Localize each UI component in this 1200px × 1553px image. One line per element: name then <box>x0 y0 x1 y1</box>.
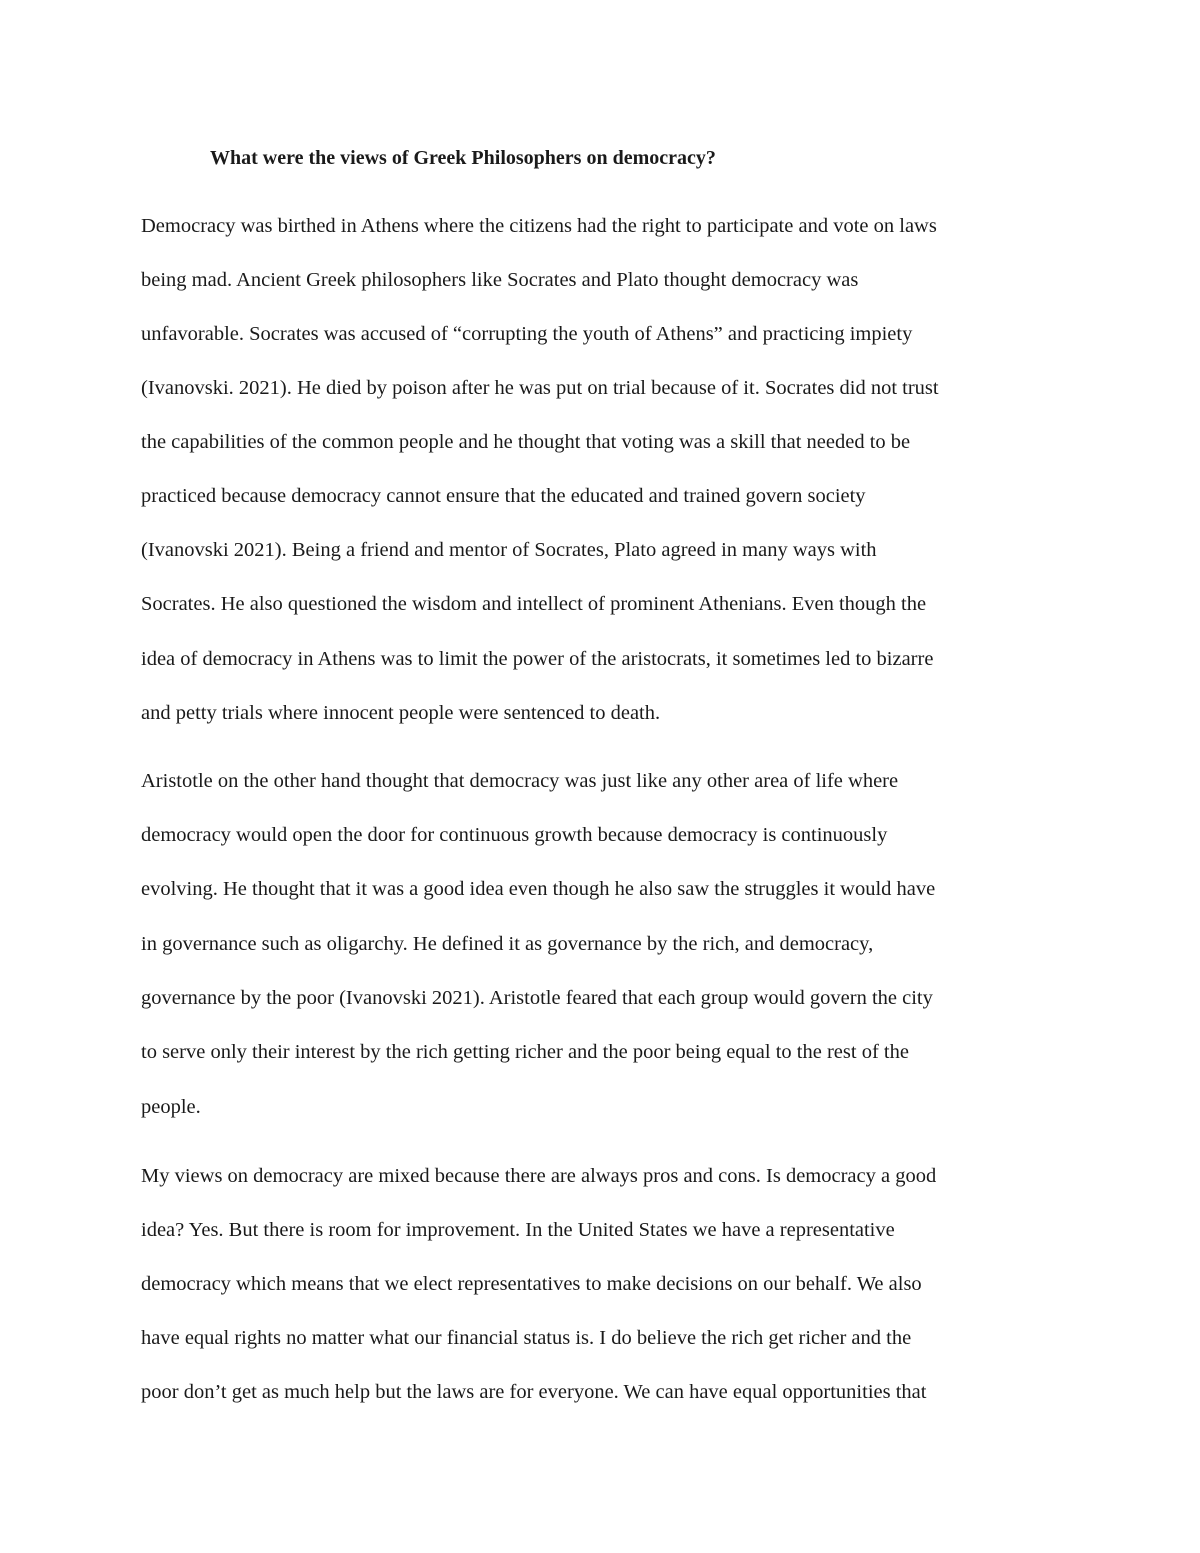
text-line: poor don’t get as much help but the laws are for everyone. We can have equal opportunities that <box>141 1381 927 1403</box>
text-line: Socrates. He also questioned the wisdom and intellect of prominent Athenians. Even though the <box>141 593 927 615</box>
text-line: My views on democracy are mixed because there are always pros and cons. Is democracy a good <box>141 1165 937 1187</box>
text-line: democracy which means that we elect representatives to make decisions on our behalf. We also <box>141 1273 922 1295</box>
text-line: evolving. He thought that it was a good idea even though he also saw the struggles it would have <box>141 878 936 900</box>
text-line: (Ivanovski 2021). Being a friend and mentor of Socrates, Plato agreed in many ways with <box>141 539 877 561</box>
text-line: (Ivanovski. 2021). He died by poison after he was put on trial because of it. Socrates did not trust <box>141 377 939 399</box>
text-line: have equal rights no matter what our financial status is. I do believe the rich get richer and the <box>141 1327 912 1349</box>
text-line: to serve only their interest by the rich getting richer and the poor being equal to the rest of the <box>141 1041 909 1063</box>
text-line: Democracy was birthed in Athens where the citizens had the right to participate and vote on laws <box>141 215 937 237</box>
document-title: What were the views of Greek Philosophers on democracy? <box>210 147 716 169</box>
text-line: unfavorable. Socrates was accused of “corrupting the youth of Athens” and practicing impiety <box>141 323 913 345</box>
text-line: in governance such as oligarchy. He defined it as governance by the rich, and democracy, <box>141 933 874 955</box>
text-line: idea of democracy in Athens was to limit the power of the aristocrats, it sometimes led to bizarre <box>141 648 934 670</box>
text-line: the capabilities of the common people and he thought that voting was a skill that needed to be <box>141 431 911 453</box>
text-line: idea? Yes. But there is room for improvement. In the United States we have a representative <box>141 1219 895 1241</box>
text-line: being mad. Ancient Greek philosophers like Socrates and Plato thought democracy was <box>141 269 859 291</box>
text-line: Aristotle on the other hand thought that democracy was just like any other area of life where <box>141 770 899 792</box>
text-line: democracy would open the door for continuous growth because democracy is continuously <box>141 824 888 846</box>
text-line: and petty trials where innocent people were sentenced to death. <box>141 702 661 724</box>
text-line: governance by the poor (Ivanovski 2021). Aristotle feared that each group would govern the city <box>141 987 933 1009</box>
text-line: practiced because democracy cannot ensure that the educated and trained govern society <box>141 485 866 507</box>
text-line: people. <box>141 1096 201 1118</box>
